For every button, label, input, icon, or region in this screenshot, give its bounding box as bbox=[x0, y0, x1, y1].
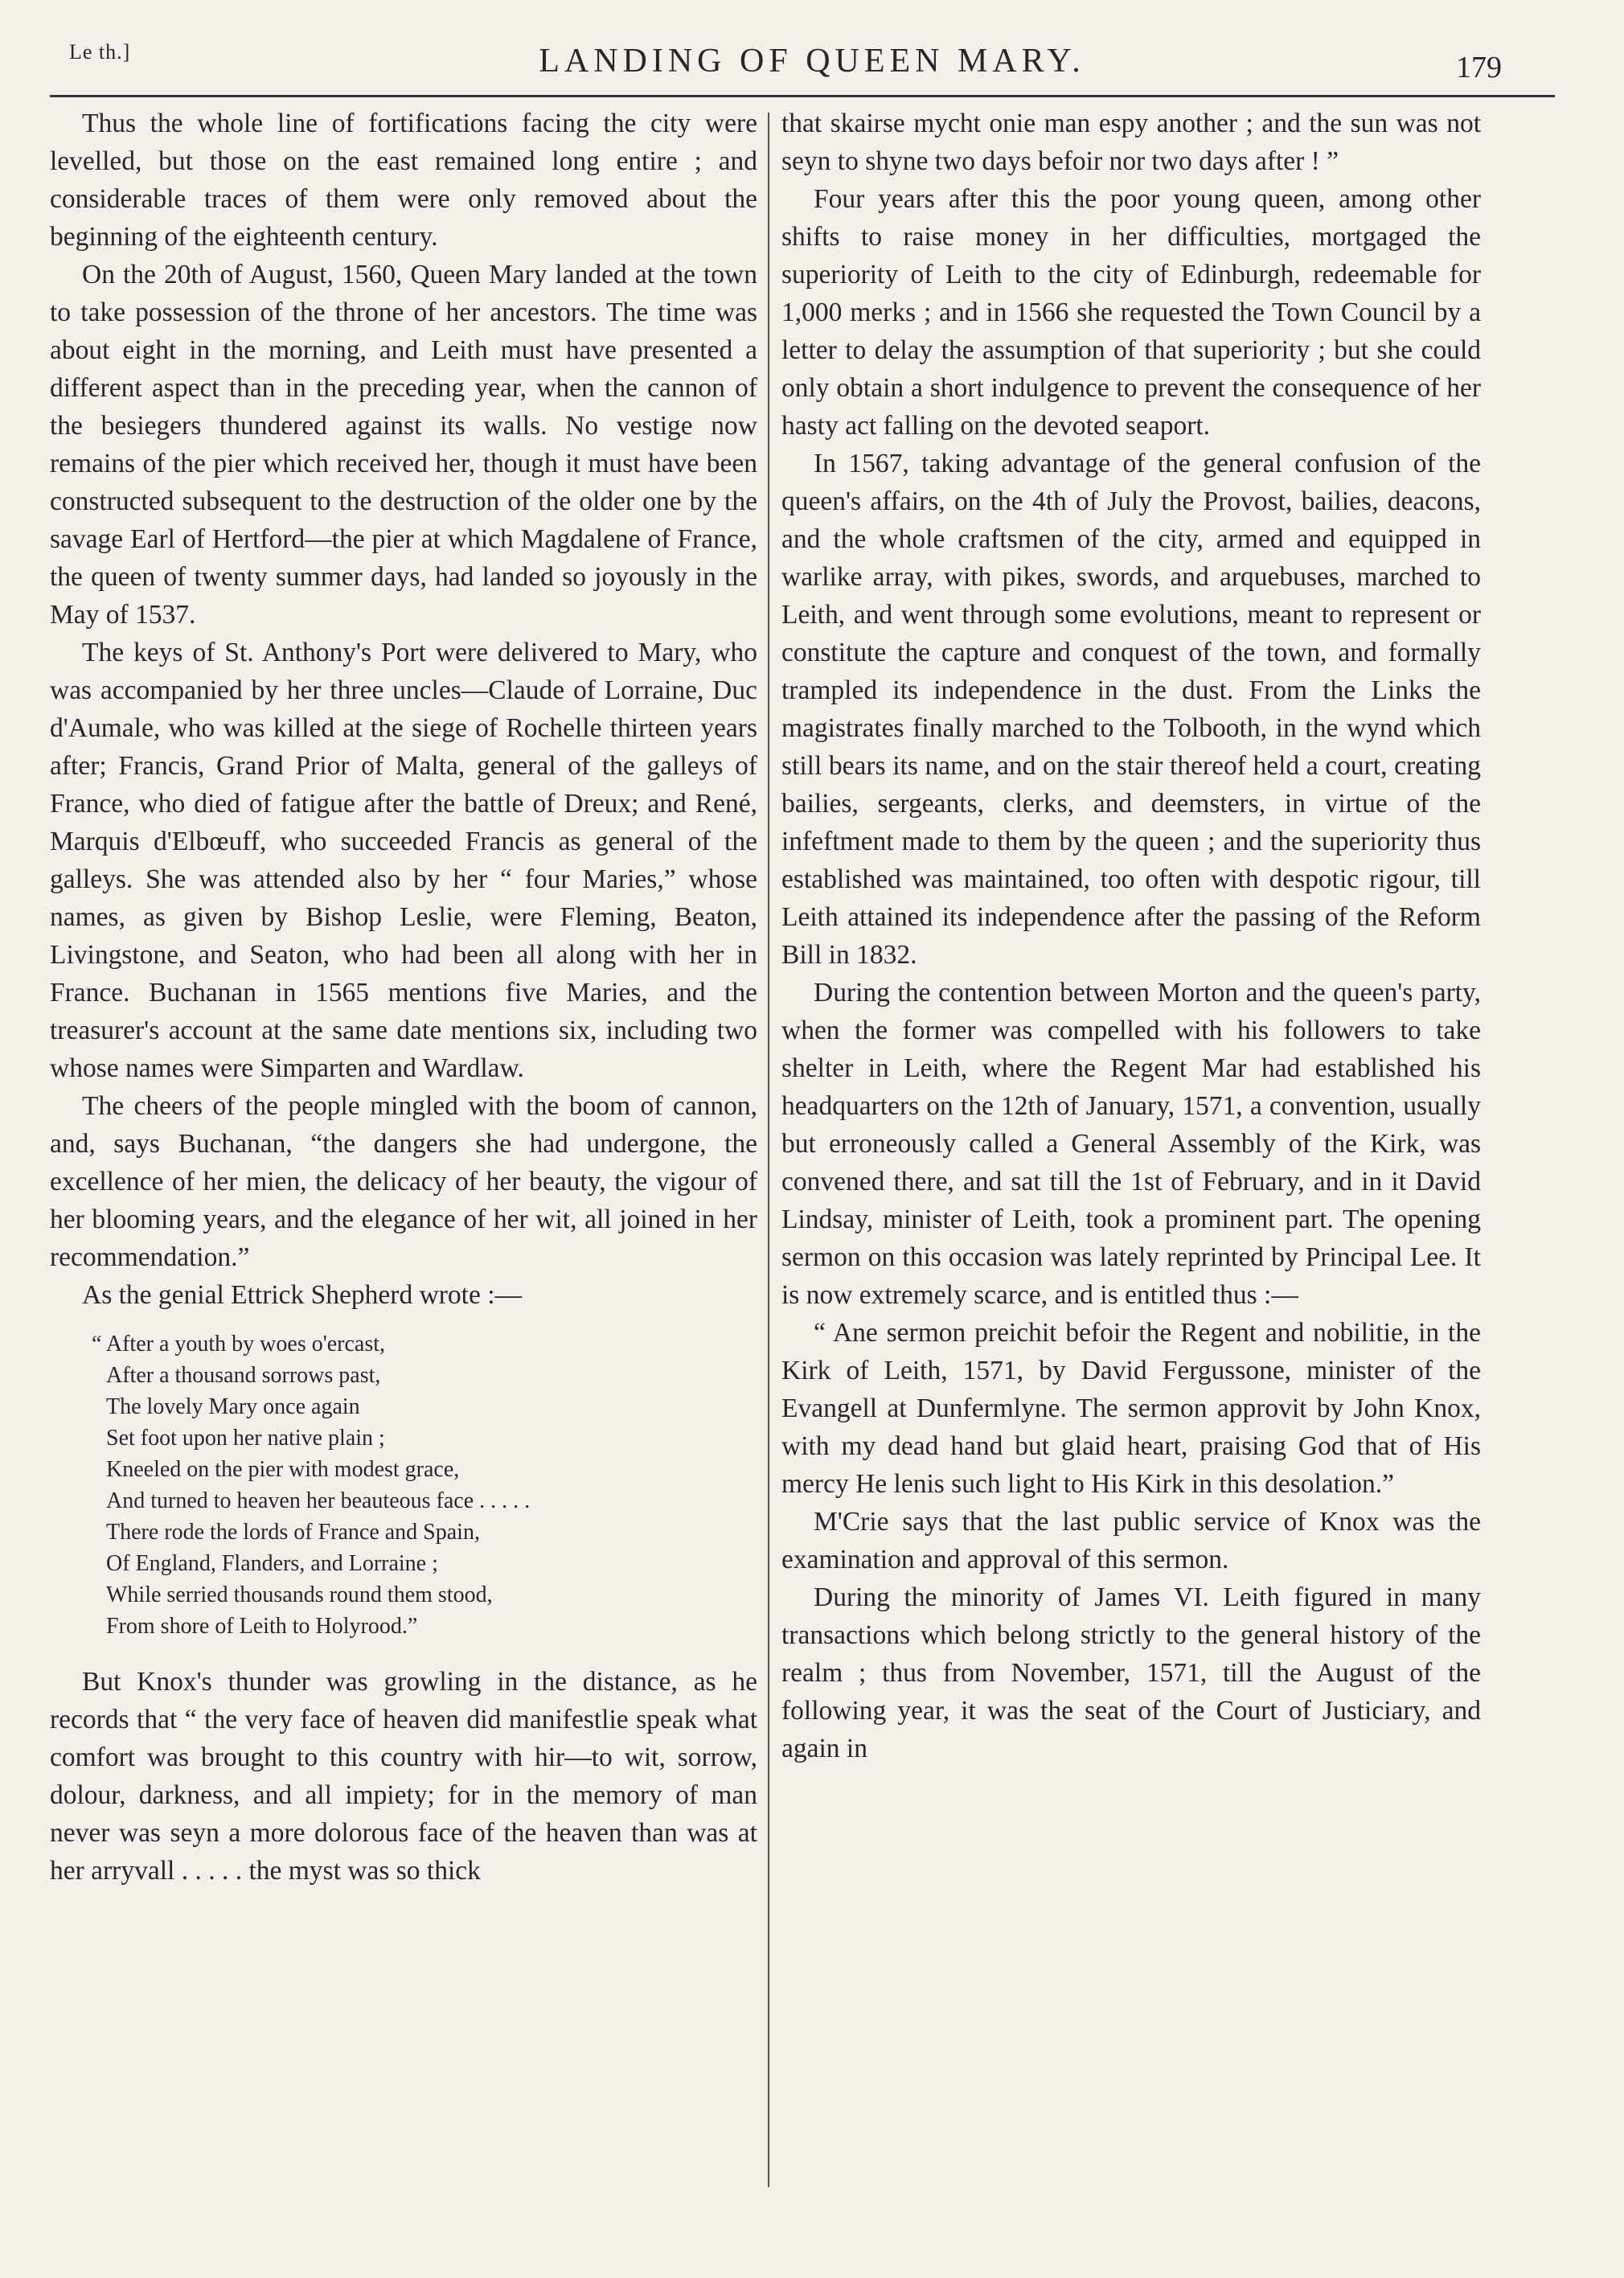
paragraph: Thus the whole line of fortifications facing the city were levelled, but those on the east remained long entire ; and considerable traces of them were only removed about the beginning of the eighteenth century. bbox=[50, 109, 757, 252]
paragraph: M'Crie says that the last public service of Knox was the examination and approval of this sermon. bbox=[781, 1507, 1481, 1574]
left-column bbox=[50, 105, 757, 2222]
paragraph: Four years after this the poor young queen, among other shifts to raise money in her difficulties, mortgaged the superiority of Leith to the city of Edinburgh, redeemable for 1,000 merks ; and in 1566 she requested the Town Council by a letter to delay the assumption of that superiority ; but she could only obtain a short indulgence to prevent the consequence of her hasty act falling on the devoted seaport. bbox=[781, 184, 1481, 441]
verse-line: And turned to heaven her beauteous face . . . . . bbox=[106, 1488, 531, 1513]
paragraph: In 1567, taking advantage of the general confusion of the queen's affairs, on the 4th of July the Provost, bailies, deacons, and the whole craftsmen of the city, armed and equipped in warlike array, with pikes, swords, and arquebuses, marched to Leith, and went through some evolutions, meant to represent or constitute the capture and conquest of the town, and formally trampled its independence in the dust. From the Links the magistrates finally marched to the Tolbooth, in the wynd which still bears its name, and on the stair thereof held a court, creating bailies, sergeants, clerks, and deemsters, in virtue of the infeftment made to them by the queen ; and the superiority thus established was maintained, too often with despotic rigour, till Leith attained its independence after the passing of the Reform Bill in 1832. bbox=[781, 449, 1481, 970]
verse-line: Kneeled on the pier with modest grace, bbox=[106, 1457, 460, 1482]
verse-line: The lovely Mary once again bbox=[106, 1394, 360, 1419]
paragraph: The keys of St. Anthony's Port were delivered to Mary, who was accompanied by her three uncles—Claude of Lorraine, Duc d'Aumale, who was killed at the siege of Rochelle thirteen years after; Francis, Grand Prior of Malta, general of the galleys of France, who died of fatigue after the battle of Dreux; and René, Marquis d'Elbœuff, who succeeded Francis as general of the galleys. She was attended also by her “ four Maries,” whose names, as given by Bishop Leslie, were Fleming, Beaton, Livingstone, and Seaton, who had been all along with her in France. Buchanan in 1565 mentions five Maries, and the treasurer's account at the same date mentions six, including two whose names were Simparten and Wardlaw. bbox=[50, 638, 757, 1083]
verse-line: There rode the lords of France and Spain, bbox=[106, 1520, 480, 1545]
right-column bbox=[781, 105, 1481, 2222]
header-rule bbox=[50, 95, 1555, 97]
column-divider bbox=[768, 113, 769, 2187]
paragraph-continuation: that skairse mycht onie man espy another ; and the sun was not seyn to shyne two days befoir nor two days after ! ” bbox=[781, 109, 1481, 176]
verse-line: “ After a youth by woes o'ercast, bbox=[92, 1332, 386, 1357]
page-title: LANDING OF QUEEN MARY. bbox=[539, 43, 1085, 80]
verse-line: Set foot upon her native plain ; bbox=[106, 1426, 385, 1451]
quoted-title-paragraph: “ Ane sermon preichit befoir the Regent and nobilitie, in the Kirk of Leith, 1571, by David Fergussone, minister of the Evangell at Dunfermlyne. The sermon approvit by John Knox, with my dead hand but glaid heart, praising God that of His mercy He lenis such light to His Kirk in this desolation.” bbox=[781, 1318, 1481, 1499]
running-header bbox=[50, 32, 1574, 96]
verse-quotation bbox=[50, 1328, 757, 1642]
verse-line: Of England, Flanders, and Lorraine ; bbox=[106, 1551, 438, 1576]
verse-line: From shore of Leith to Holyrood.” bbox=[106, 1614, 418, 1639]
paragraph: During the contention between Morton and the queen's party, when the former was compelled with his followers to take shelter in Leith, where the Regent Mar had established his headquarters on the 12th of January, 1571, a convention, usually but erroneously called a General Assembly of the Kirk, was convened there, and sat till the 1st of February, and in it David Lindsay, minister of Leith, took a prominent part. The opening sermon on this occasion was lately reprinted by Principal Lee. It is now extremely scarce, and is entitled thus :— bbox=[781, 978, 1481, 1310]
page-number: 179 bbox=[1456, 51, 1502, 84]
paragraph: On the 20th of August, 1560, Queen Mary landed at the town to take possession of the throne of her ancestors. The time was about eight in the morning, and Leith must have presented a different aspect than in the preceding year, when the cannon of the besiegers thundered against its walls. No vestige now remains of the pier which received her, though it must have been constructed subsequent to the destruction of the older one by the savage Earl of Hertford—the pier at which Magdalene of France, the queen of twenty summer days, had landed so joyously in the May of 1537. bbox=[50, 260, 757, 630]
paragraph: But Knox's thunder was growling in the distance, as he records that “ the very face of heaven did manifestlie speak what comfort was brought to this country with hir—to wit, sorrow, dolour, darkness, and all impiety; for in the memory of man never was seyn a more dolorous face of the heaven than was at her arryvall . . . . . the myst was so thick bbox=[50, 1667, 757, 1886]
section-label: Le th.] bbox=[69, 40, 131, 64]
paragraph: As the genial Ettrick Shepherd wrote :— bbox=[82, 1280, 523, 1310]
verse-line: After a thousand sorrows past, bbox=[106, 1363, 381, 1388]
paragraph: The cheers of the people mingled with the boom of cannon, and, says Buchanan, “the dangers she had undergone, the excellence of her mien, the delicacy of her beauty, the vigour of her blooming years, and the elegance of her wit, all joined in her recommendation.” bbox=[50, 1091, 757, 1272]
paragraph: During the minority of James VI. Leith figured in many transactions which belong strictly to the general history of the realm ; thus from November, 1571, till the August of the following year, it was the seat of the Court of Justiciary, and again in bbox=[781, 1582, 1481, 1763]
verse-line: While serried thousands round them stood, bbox=[106, 1582, 493, 1607]
